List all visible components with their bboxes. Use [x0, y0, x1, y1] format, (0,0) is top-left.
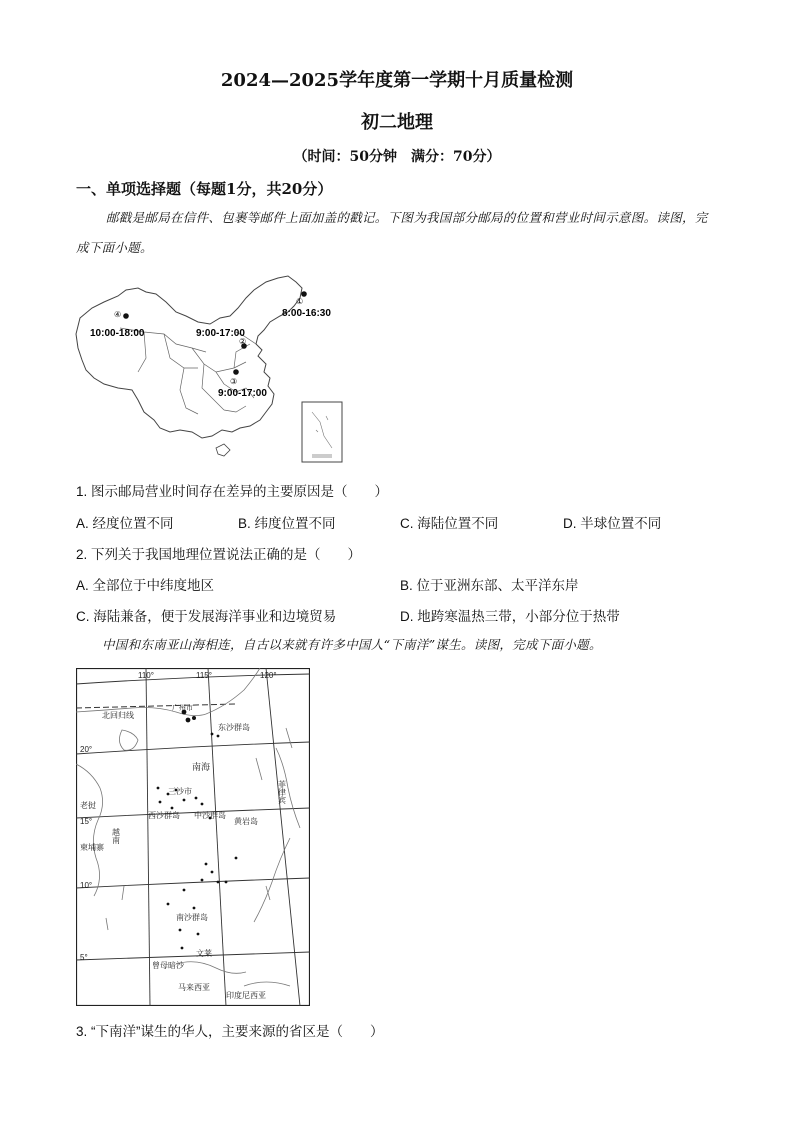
- intro-paragraph-1: 邮戳是邮局在信件、包裹等邮件上面加盖的戳记。下图为我国部分邮局的位置和营业时间示意图。读图，完成下面小题。: [76, 210, 708, 255]
- question-3-stem: 3. “下南洋”谋生的华人，主要来源的省区是（ ）: [76, 1024, 384, 1039]
- q2-option-c[interactable]: C. 海陆兼备，便于发展海洋事业和边境贸易: [76, 609, 337, 624]
- question-2-stem: 2. 下列关于我国地理位置说法正确的是（ ）: [76, 547, 362, 562]
- nansha-label: 南沙群岛: [176, 913, 208, 922]
- post-office-1-label: ①: [296, 297, 304, 306]
- post-office-2-hours: 9:00-17:00: [196, 328, 245, 339]
- exam-info: （时间：50分钟 满分：70分）: [293, 149, 501, 165]
- q1-option-b[interactable]: B. 纬度位置不同: [238, 516, 336, 531]
- lon-120-label: 120°: [260, 671, 277, 680]
- brunei-label: 文莱: [196, 949, 212, 958]
- nanhai-label: 南海: [192, 762, 211, 772]
- philippines-label: 菲律宾: [277, 780, 287, 804]
- post-office-2-label: ②: [239, 337, 247, 346]
- q2-option-a[interactable]: A. 全部位于中纬度地区: [76, 578, 215, 593]
- post-office-4-hours: 10:00-18:00: [90, 328, 145, 339]
- dongsha-label: 东沙群岛: [218, 723, 250, 732]
- exam-title: 2024—2025学年度第一学期十月质量检测: [220, 70, 574, 91]
- lon-110-label: 110°: [138, 671, 154, 680]
- china-post-office-map: [74, 272, 356, 468]
- vietnam-label: 越南: [111, 828, 121, 844]
- huangyan-label: 黄岩岛: [234, 817, 258, 826]
- laos-label: 老挝: [80, 801, 96, 810]
- q2-option-d[interactable]: D. 地跨寒温热三带，小部分位于热带: [400, 609, 620, 624]
- tropic-of-cancer-label: 北回归线: [102, 711, 134, 720]
- q1-option-d[interactable]: D. 半球位置不同: [563, 516, 662, 531]
- lon-115-label: 115°: [196, 671, 212, 680]
- q1-option-a[interactable]: A. 经度位置不同: [76, 516, 174, 531]
- post-office-3-hours: 9:00-17:00: [218, 388, 267, 399]
- lat-5-label: 5°: [80, 953, 88, 962]
- xisha-label: 西沙群岛: [148, 811, 180, 820]
- q1-option-c[interactable]: C. 海陆位置不同: [400, 516, 499, 531]
- post-office-4-label: ④: [114, 310, 122, 319]
- zengmu-label: 曾母暗沙: [152, 961, 184, 970]
- indonesia-label: 印度尼西亚: [226, 991, 266, 1000]
- lat-10-label: 10°: [80, 881, 93, 890]
- lat-15-label: 15°: [80, 817, 93, 826]
- section-heading: 一、单项选择题（每题1分，共20分）: [76, 180, 333, 198]
- guangzhou-label: 广州市: [172, 705, 193, 712]
- zhongsha-label: 中沙群岛: [194, 811, 226, 820]
- cambodia-label: 柬埔寨: [80, 843, 104, 852]
- question-1-stem: 1. 图示邮局营业时间存在差异的主要原因是（ ）: [76, 484, 389, 499]
- lat-20-label: 20°: [80, 745, 93, 754]
- intro-paragraph-2: 中国和东南亚山海相连，自古以来就有许多中国人“下南洋”谋生。读图，完成下面小题。: [102, 637, 602, 652]
- south-china-sea-map: [76, 668, 310, 1006]
- malaysia-label: 马来西亚: [178, 983, 210, 992]
- q2-option-b[interactable]: B. 位于亚洲东部、太平洋东岸: [400, 578, 579, 593]
- post-office-1-hours: 8:00-16:30: [282, 308, 331, 319]
- post-office-3-label: ③: [230, 377, 238, 386]
- sansha-label: 三沙市: [168, 787, 192, 796]
- exam-subject: 初二地理: [361, 112, 433, 133]
